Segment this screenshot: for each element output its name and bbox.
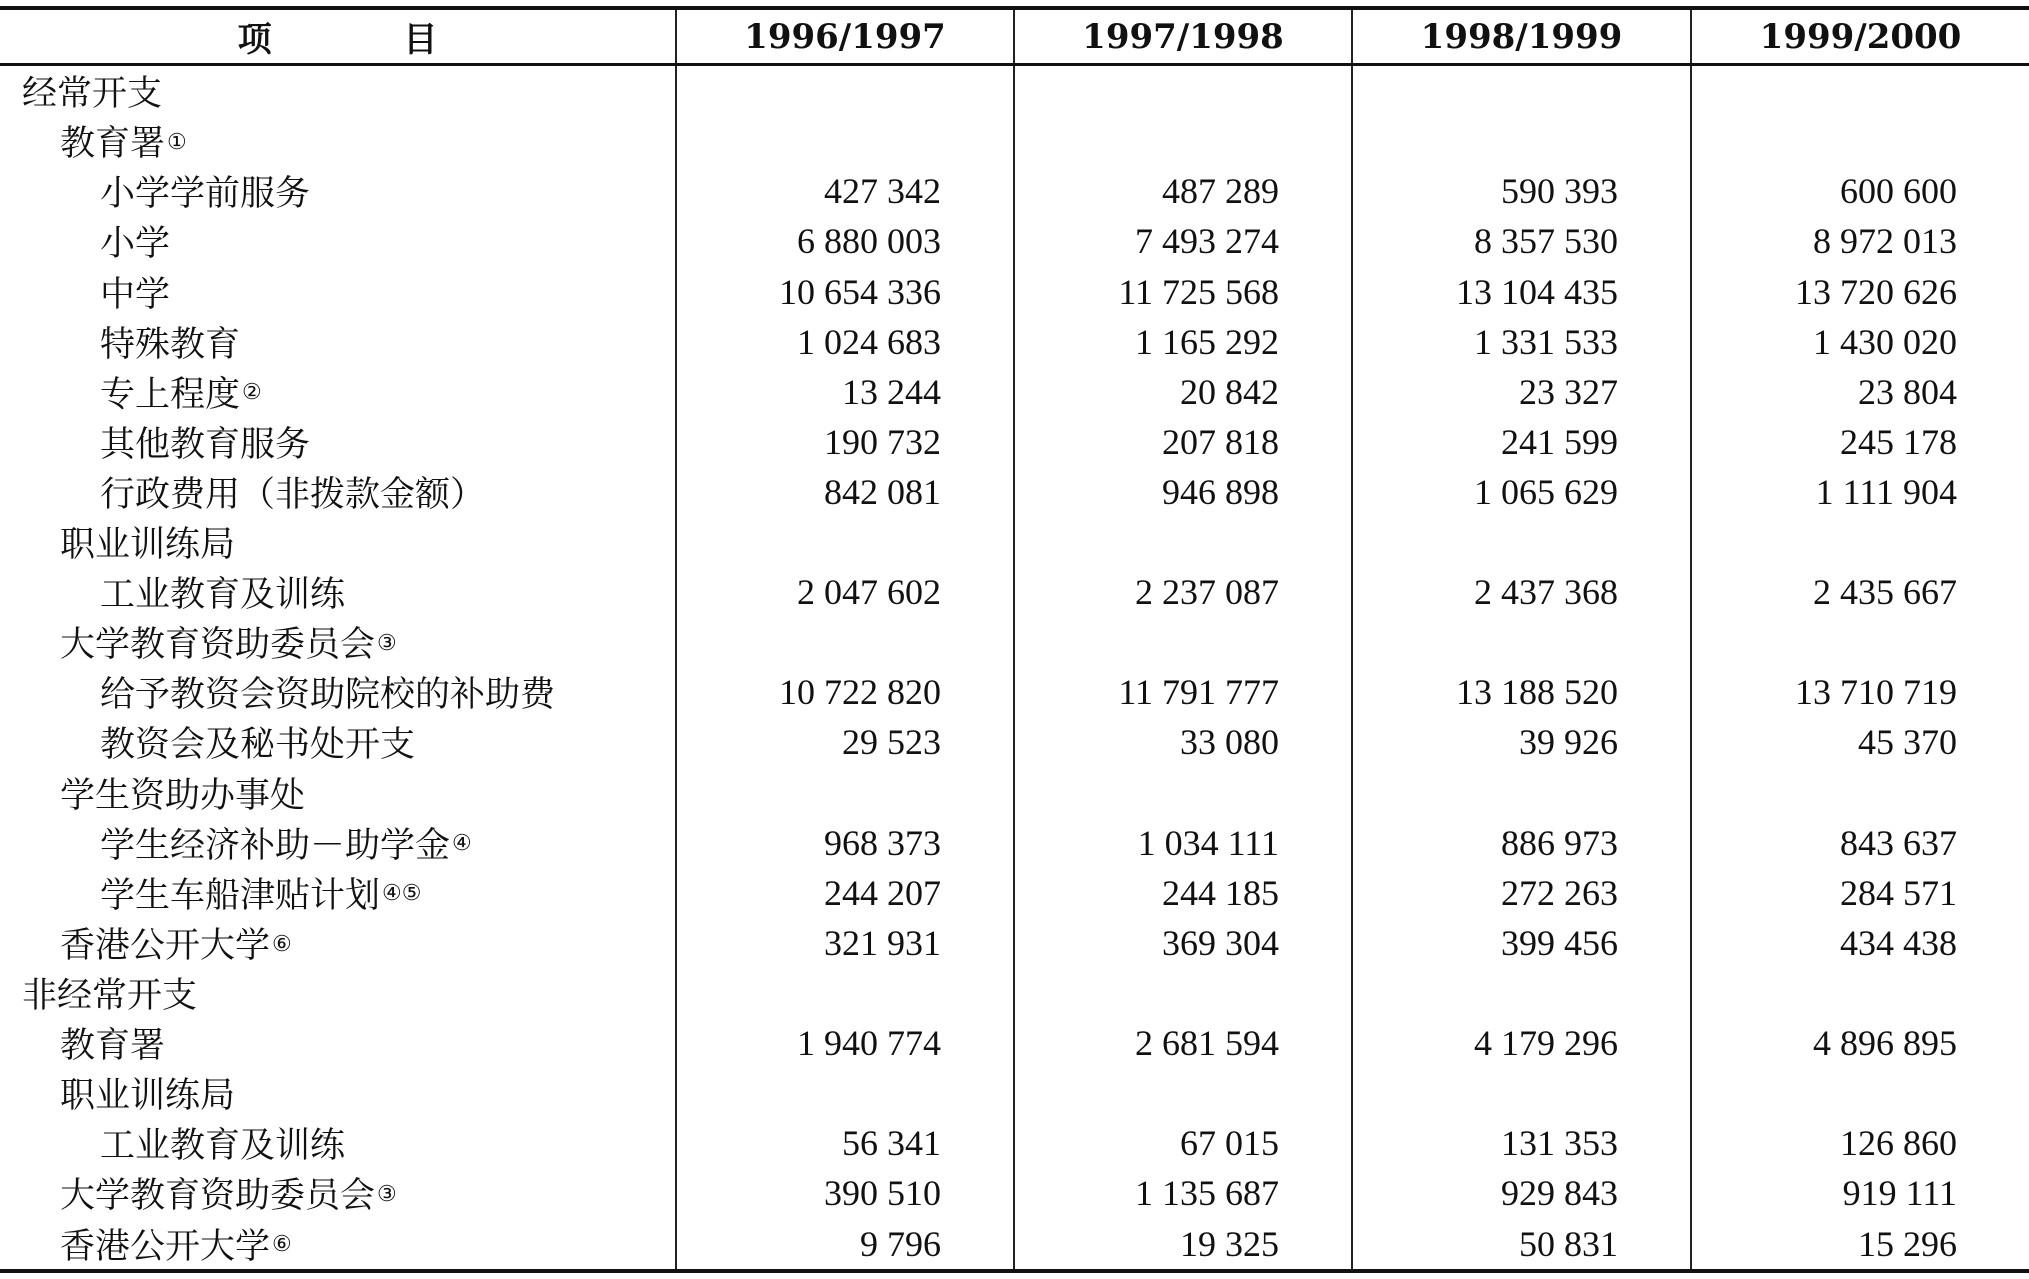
value-cell-1998-1999 bbox=[1352, 65, 1691, 117]
row-label-cell bbox=[0, 1068, 676, 1118]
row-label: 小学学前服务 bbox=[100, 174, 311, 215]
value-cell-1999-2000: 245 178 bbox=[1691, 417, 2029, 467]
footnote-marker: ③ bbox=[377, 1182, 397, 1208]
value-cell-1999-2000 bbox=[1691, 517, 2029, 567]
row-label-cell bbox=[0, 65, 676, 117]
value-cell-1996-1997 bbox=[676, 116, 1014, 166]
value-cell-1997-1998 bbox=[1014, 1068, 1352, 1118]
value-cell-1999-2000: 1 111 904 bbox=[1691, 467, 2029, 517]
table-row bbox=[0, 968, 2029, 1018]
value-cell-1999-2000: 919 111 bbox=[1691, 1168, 2029, 1218]
table-row bbox=[0, 317, 2029, 367]
header-year-1997-1998: 1997/1998 bbox=[1014, 8, 1352, 65]
header-row bbox=[0, 8, 2029, 65]
row-label: 大学教育资助委员会 bbox=[60, 1176, 376, 1217]
value-cell-1997-1998 bbox=[1014, 517, 1352, 567]
row-label: 工业教育及训练 bbox=[100, 1126, 346, 1167]
value-cell-1998-1999: 8 357 530 bbox=[1352, 216, 1691, 266]
row-label: 特殊教育 bbox=[100, 324, 241, 365]
value-cell-1998-1999: 886 973 bbox=[1352, 818, 1691, 868]
value-cell-1998-1999: 399 456 bbox=[1352, 918, 1691, 968]
row-label: 教育署 bbox=[60, 124, 166, 165]
table-body bbox=[0, 65, 2029, 1272]
value-cell-1999-2000: 434 438 bbox=[1691, 918, 2029, 968]
table-row bbox=[0, 65, 2029, 117]
row-label-cell bbox=[0, 968, 676, 1018]
row-label: 教育署 bbox=[60, 1026, 166, 1067]
value-cell-1996-1997: 2 047 602 bbox=[676, 567, 1014, 617]
value-cell-1998-1999: 131 353 bbox=[1352, 1118, 1691, 1168]
row-label: 小学 bbox=[100, 224, 171, 265]
value-cell-1999-2000: 284 571 bbox=[1691, 868, 2029, 918]
table-row bbox=[0, 1068, 2029, 1118]
value-cell-1997-1998: 2 237 087 bbox=[1014, 567, 1352, 617]
row-label-cell bbox=[0, 467, 676, 517]
value-cell-1999-2000: 15 296 bbox=[1691, 1219, 2029, 1271]
value-cell-1998-1999: 13 188 520 bbox=[1352, 667, 1691, 717]
value-cell-1996-1997: 56 341 bbox=[676, 1118, 1014, 1168]
value-cell-1997-1998: 1 165 292 bbox=[1014, 317, 1352, 367]
row-label-cell bbox=[0, 116, 676, 166]
value-cell-1996-1997: 6 880 003 bbox=[676, 216, 1014, 266]
row-label-cell bbox=[0, 1018, 676, 1068]
value-cell-1997-1998: 244 185 bbox=[1014, 868, 1352, 918]
row-label: 中学 bbox=[100, 274, 171, 315]
value-cell-1998-1999 bbox=[1352, 116, 1691, 166]
row-label: 学生车船津贴计划 bbox=[100, 875, 381, 916]
value-cell-1998-1999: 1 065 629 bbox=[1352, 467, 1691, 517]
value-cell-1999-2000 bbox=[1691, 768, 2029, 818]
value-cell-1996-1997: 29 523 bbox=[676, 717, 1014, 767]
value-cell-1999-2000: 2 435 667 bbox=[1691, 567, 2029, 617]
table-row bbox=[0, 1168, 2029, 1218]
footnote-marker: ⑥ bbox=[272, 1232, 292, 1258]
row-label: 工业教育及训练 bbox=[100, 575, 346, 616]
row-label: 香港公开大学 bbox=[60, 1226, 271, 1267]
value-cell-1996-1997: 1 024 683 bbox=[676, 317, 1014, 367]
value-cell-1996-1997: 842 081 bbox=[676, 467, 1014, 517]
header-item: 项 目 bbox=[0, 8, 676, 65]
row-label-cell bbox=[0, 918, 676, 968]
value-cell-1999-2000: 45 370 bbox=[1691, 717, 2029, 767]
value-cell-1999-2000: 4 896 895 bbox=[1691, 1018, 2029, 1068]
value-cell-1998-1999: 929 843 bbox=[1352, 1168, 1691, 1218]
value-cell-1999-2000: 600 600 bbox=[1691, 166, 2029, 216]
value-cell-1997-1998 bbox=[1014, 968, 1352, 1018]
value-cell-1997-1998: 11 725 568 bbox=[1014, 266, 1352, 316]
value-cell-1998-1999 bbox=[1352, 968, 1691, 1018]
value-cell-1997-1998: 11 791 777 bbox=[1014, 667, 1352, 717]
row-label-cell bbox=[0, 317, 676, 367]
value-cell-1999-2000: 8 972 013 bbox=[1691, 216, 2029, 266]
value-cell-1997-1998: 1 034 111 bbox=[1014, 818, 1352, 868]
row-label: 给予教资会资助院校的补助费 bbox=[100, 675, 556, 716]
row-label-cell bbox=[0, 617, 676, 667]
table-row bbox=[0, 918, 2029, 968]
value-cell-1999-2000: 843 637 bbox=[1691, 818, 2029, 868]
row-label: 香港公开大学 bbox=[60, 925, 271, 966]
value-cell-1997-1998: 1 135 687 bbox=[1014, 1168, 1352, 1218]
value-cell-1998-1999: 241 599 bbox=[1352, 417, 1691, 467]
footnote-marker: ④ bbox=[452, 831, 472, 857]
value-cell-1996-1997: 9 796 bbox=[676, 1219, 1014, 1271]
value-cell-1999-2000: 23 804 bbox=[1691, 367, 2029, 417]
value-cell-1997-1998: 946 898 bbox=[1014, 467, 1352, 517]
row-label: 职业训练局 bbox=[60, 525, 236, 566]
value-cell-1996-1997 bbox=[676, 517, 1014, 567]
row-label-cell bbox=[0, 517, 676, 567]
row-label: 教资会及秘书处开支 bbox=[100, 725, 416, 766]
table-row bbox=[0, 367, 2029, 417]
value-cell-1996-1997 bbox=[676, 617, 1014, 667]
value-cell-1999-2000 bbox=[1691, 968, 2029, 1018]
value-cell-1997-1998 bbox=[1014, 617, 1352, 667]
row-label: 行政费用（非拨款金额） bbox=[100, 474, 486, 515]
value-cell-1998-1999: 23 327 bbox=[1352, 367, 1691, 417]
value-cell-1999-2000 bbox=[1691, 65, 2029, 117]
table-row bbox=[0, 467, 2029, 517]
value-cell-1997-1998: 207 818 bbox=[1014, 417, 1352, 467]
value-cell-1997-1998 bbox=[1014, 65, 1352, 117]
table-row bbox=[0, 818, 2029, 868]
value-cell-1999-2000: 1 430 020 bbox=[1691, 317, 2029, 367]
table-row bbox=[0, 667, 2029, 717]
row-label-cell bbox=[0, 1168, 676, 1218]
expenditure-table bbox=[0, 6, 2029, 1273]
row-label-cell bbox=[0, 567, 676, 617]
value-cell-1999-2000 bbox=[1691, 1068, 2029, 1118]
footnote-marker: ⑥ bbox=[272, 931, 292, 957]
value-cell-1998-1999: 1 331 533 bbox=[1352, 317, 1691, 367]
value-cell-1997-1998: 369 304 bbox=[1014, 918, 1352, 968]
row-label: 其他教育服务 bbox=[100, 424, 311, 465]
value-cell-1998-1999: 39 926 bbox=[1352, 717, 1691, 767]
value-cell-1996-1997: 427 342 bbox=[676, 166, 1014, 216]
row-label-cell bbox=[0, 1118, 676, 1168]
value-cell-1997-1998: 19 325 bbox=[1014, 1219, 1352, 1271]
row-label: 经常开支 bbox=[22, 74, 163, 115]
value-cell-1996-1997: 190 732 bbox=[676, 417, 1014, 467]
value-cell-1997-1998 bbox=[1014, 116, 1352, 166]
row-label-cell bbox=[0, 768, 676, 818]
table-row bbox=[0, 116, 2029, 166]
footnote-marker: ① bbox=[167, 129, 187, 155]
row-label: 学生经济补助－助学金 bbox=[100, 825, 451, 866]
value-cell-1997-1998: 20 842 bbox=[1014, 367, 1352, 417]
value-cell-1996-1997: 10 654 336 bbox=[676, 266, 1014, 316]
value-cell-1998-1999: 4 179 296 bbox=[1352, 1018, 1691, 1068]
value-cell-1998-1999 bbox=[1352, 617, 1691, 667]
table-row bbox=[0, 717, 2029, 767]
row-label: 专上程度 bbox=[100, 374, 241, 415]
value-cell-1996-1997: 244 207 bbox=[676, 868, 1014, 918]
row-label-cell bbox=[0, 1219, 676, 1271]
row-label-cell bbox=[0, 417, 676, 467]
table-row bbox=[0, 166, 2029, 216]
value-cell-1997-1998: 33 080 bbox=[1014, 717, 1352, 767]
row-label: 非经常开支 bbox=[22, 976, 198, 1017]
value-cell-1996-1997: 1 940 774 bbox=[676, 1018, 1014, 1068]
value-cell-1996-1997: 321 931 bbox=[676, 918, 1014, 968]
row-label-cell bbox=[0, 266, 676, 316]
row-label-cell bbox=[0, 667, 676, 717]
value-cell-1996-1997 bbox=[676, 968, 1014, 1018]
table-row bbox=[0, 216, 2029, 266]
header-year-1999-2000: 1999/2000 bbox=[1691, 8, 2029, 65]
row-label-cell bbox=[0, 367, 676, 417]
footnote-marker: ③ bbox=[377, 630, 397, 656]
value-cell-1996-1997: 390 510 bbox=[676, 1168, 1014, 1218]
value-cell-1998-1999 bbox=[1352, 1068, 1691, 1118]
row-label-cell bbox=[0, 216, 676, 266]
row-label-cell bbox=[0, 717, 676, 767]
value-cell-1998-1999: 590 393 bbox=[1352, 166, 1691, 216]
table-row bbox=[0, 417, 2029, 467]
value-cell-1998-1999 bbox=[1352, 517, 1691, 567]
footnote-marker: ② bbox=[242, 380, 262, 406]
row-label-cell bbox=[0, 868, 676, 918]
row-label-cell bbox=[0, 166, 676, 216]
value-cell-1998-1999: 50 831 bbox=[1352, 1219, 1691, 1271]
row-label: 学生资助办事处 bbox=[60, 775, 306, 816]
table-row bbox=[0, 768, 2029, 818]
value-cell-1996-1997 bbox=[676, 1068, 1014, 1118]
table-row bbox=[0, 1118, 2029, 1168]
value-cell-1999-2000: 13 710 719 bbox=[1691, 667, 2029, 717]
value-cell-1999-2000 bbox=[1691, 617, 2029, 667]
value-cell-1996-1997 bbox=[676, 768, 1014, 818]
table-row bbox=[0, 1219, 2029, 1271]
table-row bbox=[0, 1018, 2029, 1068]
value-cell-1997-1998: 7 493 274 bbox=[1014, 216, 1352, 266]
row-label: 职业训练局 bbox=[60, 1076, 236, 1117]
value-cell-1996-1997: 968 373 bbox=[676, 818, 1014, 868]
value-cell-1996-1997: 10 722 820 bbox=[676, 667, 1014, 717]
value-cell-1996-1997: 13 244 bbox=[676, 367, 1014, 417]
value-cell-1999-2000 bbox=[1691, 116, 2029, 166]
table-row bbox=[0, 567, 2029, 617]
value-cell-1999-2000: 13 720 626 bbox=[1691, 266, 2029, 316]
table-row bbox=[0, 868, 2029, 918]
table-row bbox=[0, 617, 2029, 667]
value-cell-1997-1998 bbox=[1014, 768, 1352, 818]
value-cell-1998-1999 bbox=[1352, 768, 1691, 818]
header-year-1996-1997: 1996/1997 bbox=[676, 8, 1014, 65]
value-cell-1997-1998: 487 289 bbox=[1014, 166, 1352, 216]
value-cell-1997-1998: 2 681 594 bbox=[1014, 1018, 1352, 1068]
table-row bbox=[0, 517, 2029, 567]
row-label: 大学教育资助委员会 bbox=[60, 625, 376, 666]
footnote-marker: ④⑤ bbox=[382, 881, 422, 907]
value-cell-1996-1997 bbox=[676, 65, 1014, 117]
header-year-1998-1999: 1998/1999 bbox=[1352, 8, 1691, 65]
row-label-cell bbox=[0, 818, 676, 868]
value-cell-1998-1999: 2 437 368 bbox=[1352, 567, 1691, 617]
table-row bbox=[0, 266, 2029, 316]
value-cell-1997-1998: 67 015 bbox=[1014, 1118, 1352, 1168]
value-cell-1999-2000: 126 860 bbox=[1691, 1118, 2029, 1168]
value-cell-1998-1999: 13 104 435 bbox=[1352, 266, 1691, 316]
value-cell-1998-1999: 272 263 bbox=[1352, 868, 1691, 918]
